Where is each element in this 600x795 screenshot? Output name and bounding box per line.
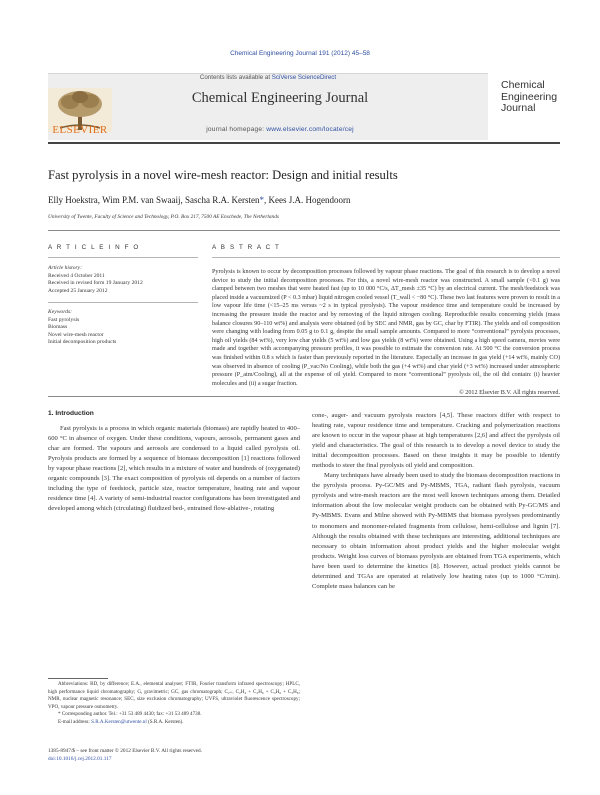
- email-label: E-mail address:: [58, 718, 90, 725]
- abstract-heading: A B S T R A C T: [212, 244, 281, 251]
- doi-link[interactable]: doi:10.1016/j.cej.2012.01.117: [48, 755, 112, 762]
- journal-logo-line: Journal: [501, 102, 536, 114]
- keyword: Biomass: [48, 324, 68, 330]
- journal-homepage: [130, 126, 430, 133]
- keyword: Initial decomposition products: [48, 339, 117, 345]
- footnote-abbreviations: Abbreviations: BD, by difference; E.A., elemental analyser; FTIR, Fourier transform infrared spectroscopy; HPLC, high performance liquid chromatography; G, gravimetric; GC, gas chromatograph; C₂₊, C₂H₄ + C₂H₆ + C₃H₆ + C₃H₈; NMR, nuclear magnetic resonance; SEC, size exclusion chromatography; UVFS, ultraviolet fluorescence spectroscopy; VPO, vapour pressure osmometry.: [48, 681, 300, 710]
- article-title: Fast pyrolysis in a novel wire-mesh reactor: Design and initial results: [48, 168, 398, 182]
- journal-logo-line: Chemical: [501, 79, 545, 91]
- article-history: [48, 265, 198, 295]
- intro-paragraph-3: Many techniques have already been used to study the biomass decomposition reactions in the pyrolysis process. Py-GC/MS and Py-MBMS, TGA, radiant flash pyrolysis, vacuum pyrolysis and wire-mesh reactors are the most well known techniques among them. Detailed information about the low molecular weight products can be obtained with Py-GC/MS and Py-MBMS. Evans and Milne showed with Py-MBMS that biomass pyrolyses predominantly to monomers and monomer-related fragments from cellulose, hemi-cellulose and lignin [7]. Although the results obtained with these techniques are interesting, additional techniques are necessary to obtain information about product yields and the higher molecular weight products. Weight loss curves of biomass pyrolysis are obtained from TGA experiments, which have been used to determine the kinetics [8]. However, actual product yields cannot be determined and TGAs are operated at relatively low heating rates (up to 1000 °C/min). Complete mass balances can be: [312, 472, 560, 590]
- issn-block: [48, 748, 348, 764]
- authors-main: Elly Hoekstra, Wim P.M. van Swaaij, Sascha R.A. Kersten: [48, 195, 260, 205]
- contents-availability: [48, 74, 488, 81]
- keywords-rule: [48, 302, 198, 303]
- homepage-url[interactable]: www.elsevier.com/locate/cej: [266, 126, 354, 133]
- abstract-text: Pyrolysis is known to occur by decomposition processes followed by vapour phase reactions. The goal of this research is to develop a novel device to study the initial decomposition processes. For this, a novel wire-mesh reactor was constructed. A small sample (<0.1 g) was clamped between two meshes that were heated fast (up to 10 000 °C/s, ΔT_mesh ±35 °C) by an electrical current. The mesh/feedstock was placed inside a vacuumized (P < 0.3 mbar) liquid nitrogen cooled vessel (T_wall < −80 °C). These two last features were proven to result in a low vapour life time (<15–25 ms versus ~2 s in typical pyrolysis). The vapour residence time and temperature could be increased by increasing the pressure inside the reactor and by removing of the liquid nitrogen cooling. Reproducible results concerning yields (mass balance closures 90–110 wt%) and analysis were obtained (oil by SEC and NMR, gas by GC, char by FTIR). The yields and oil composition were changing with loading from 0.05 g to 0.1 g, despite the small sample amounts. Compared to more “conventional” pyrolysis processes, high oil yields (84 wt%), very low char yields (5 wt%) and low gas yields (8 wt%) were obtained. Using a high speed camera, movies were made and together with accompanying pressure profiles, it was possible to estimate the conversion rate. At 500 °C the conversion process was finished within 0.8 s which is faster than previously reported in the literature. Especially an increase in gas yield (+14 wt%, mainly CO) was observed in absence of cooling (P_vac/No Cooling), while both the gas (+4 wt%) and char yield (+3 wt%) increased under atmospheric pressure (P_atm/Cooling), all at the expense of oil yield. Compared to more “conventional” pyrolysis oil, the oil did contain: (i) heavier molecules and (ii) a sugar fraction.: [212, 269, 560, 387]
- keywords: [48, 309, 198, 347]
- history-accepted: Accepted 25 January 2012: [48, 287, 108, 294]
- issn-line: 1385-8947/$ – see front matter © 2012 Elsevier B.V. All rights reserved.: [48, 748, 202, 754]
- email-suffix: (S.R.A. Kersten).: [148, 718, 184, 725]
- affiliation: University of Twente, Faculty of Science and Technology, P.O. Box 217, 7500 AE Enschede, The Netherlands: [48, 214, 279, 220]
- footnote-email: [48, 719, 300, 727]
- footnotes: [48, 681, 300, 727]
- keywords-label: Keywords:: [48, 309, 73, 315]
- abstract-body: [212, 268, 560, 398]
- email-link[interactable]: S.R.A.Kersten@utwente.nl: [91, 718, 147, 725]
- keyword: Novel wire-mesh reactor: [48, 331, 104, 338]
- article-info-heading: A R T I C L E I N F O: [48, 244, 140, 251]
- intro-paragraph-2: cone-, auger- and vacuum pyrolysis reactors [4,5]. These reactors differ with respect to heating rate, vapour residence time and temperature. Cracking and polymerization reactions are known to occur in the vapour phase at high temperatures [2,6] and affect the pyrolysis oil yield and characteristics. The goal of this research is to develop a novel device to study the initial decomposition processes. Based on these insights it may be possible to identify methods to steer the final pyrolysis oil yield and composition.: [312, 412, 560, 470]
- sciencedirect-link[interactable]: SciVerse ScienceDirect: [271, 74, 337, 81]
- footnote-rule: [48, 678, 108, 679]
- history-label: Article history:: [48, 265, 83, 271]
- abstract-end-rule: [48, 396, 560, 397]
- keyword: Fast pyrolysis: [48, 316, 80, 323]
- journal-logo-line: Engineering: [501, 90, 558, 103]
- journal-cover-logo: [501, 80, 559, 115]
- abstract-copyright: © 2012 Elsevier B.V. All rights reserved.: [459, 390, 560, 397]
- publisher-name: ELSEVIER: [52, 124, 108, 136]
- article-info-rule: [48, 257, 198, 258]
- homepage-prefix: journal homepage:: [206, 126, 265, 133]
- history-revised: Received in revised form 19 January 2012: [48, 280, 143, 286]
- title-divider: [48, 230, 560, 231]
- contents-prefix: Contents lists available at: [199, 74, 271, 81]
- corresponding-author-mark[interactable]: *: [259, 195, 264, 205]
- abstract-rule: [212, 257, 560, 258]
- author-list: [48, 195, 560, 205]
- intro-right-column: [312, 411, 560, 592]
- section-heading-introduction: 1. Introduction: [48, 410, 94, 417]
- header-divider: [48, 142, 560, 144]
- history-received: Received 4 October 2011: [48, 272, 105, 279]
- journal-citation[interactable]: Chemical Engineering Journal 191 (2012) 45–58: [230, 50, 370, 57]
- intro-left-column: [48, 424, 300, 514]
- journal-title[interactable]: Chemical Engineering Journal: [191, 90, 369, 106]
- intro-paragraph-1: Fast pyrolysis is a process in which organic materials (biomass) are rapidly heated to 400–600 °C in absence of oxygen. Under these conditions, vapours, aerosols, permanent gases and char are formed. The vapours and aerosols are condensed to a liquid called pyrolysis oil. Pyrolysis products are formed by a sequence of biomass decomposition [1] reactions followed by vapour phase reactions [2], which results in a mixture of water and hundreds of (oxygenated) organic compounds [3]. The exact composition of pyrolysis oil depends on a number of factors including the type of feedstock, particle size, reactor temperature, heating rate and vapour residence time [4]. A variety of semi-industrial reactor configurations has been investigated and developed among which (circulating) fluidized bed-, entrained flow-ablative-, rotating: [48, 425, 300, 513]
- authors-tail: , Kees J.A. Hogendoorn: [263, 195, 351, 205]
- footnote-corresponding: * Corresponding author. Tel.: +31 53 489 4430; fax: +31 53 489 4738.: [58, 711, 202, 718]
